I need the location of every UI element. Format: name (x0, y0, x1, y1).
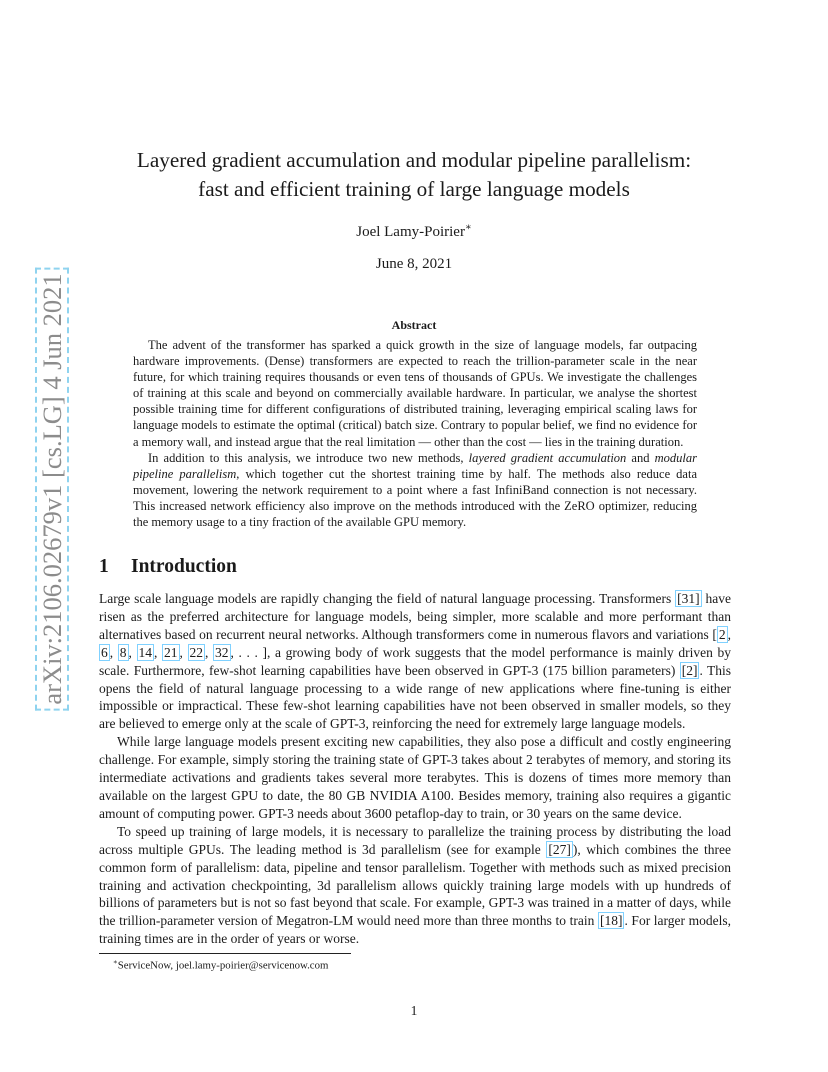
intro-paragraph-1 (99, 590, 731, 733)
citation-link[interactable]: 14 (138, 644, 152, 660)
body-text: ), which combines the three common form of parallelism: data, pipeline and tensor parallelism. Together with methods such as mixed precision training and activation checkpointing, 3d parallelism allows quickly training large models with up hundreds of billions of parameters but is not so fast beyond that scale. For example, GPT-3 was trained in a matter of days, while the trillion-parameter version of Megatron-LM would need more than three months to train (99, 841, 732, 929)
footnote-mark: ∗ (113, 958, 118, 966)
paper-title (0, 146, 828, 204)
page-number: 1 (410, 1003, 418, 1018)
body-text: To speed up training of large models, it is necessary to parallelize the training process by distributing the load across multiple GPUs. The leading method is 3d parallelism (see for example (99, 823, 731, 857)
introduction-body (99, 590, 731, 948)
footnote (113, 958, 328, 972)
intro-paragraph-2: While large language models present exciting new capabilities, they also pose a difficult and costly engineering challenge. For example, simply storing the training state of GPT-3 takes about 2 terabytes of memory, and storing its intermediate activations and gradients takes several more terabytes. This is dozens of times more memory than available on the largest GPU to date, the 80 GB NVIDIA A100. Besides memory, training also requires a gigantic amount of computing power. GPT-3 needs about 3600 petaflop-day to train, or 30 years on the same device. (99, 734, 731, 821)
citation-link[interactable]: [2] (681, 662, 698, 678)
citation-link[interactable]: 8 (119, 644, 127, 660)
body-text: . For larger models, training times are in the order of years or worse. (99, 913, 731, 947)
title-line-1: Layered gradient accumulation and modular pipeline parallelism: (136, 148, 692, 172)
author (0, 222, 828, 241)
abstract (133, 337, 697, 530)
citation-list: 2 , 6 , 8 , 14 , 21 , 22 , 32 (101, 626, 731, 660)
abstract-text: and (626, 450, 655, 465)
author-footnote-mark[interactable]: ∗ (464, 222, 472, 233)
body-text: . This opens the field of natural language processing to a wide range of new applications where fine-tuning is either impossible or impractical. These few-shot learning capabilities have not been observed in smaller models, so they are believed to emerge only at the scale of GPT-3, reinforcing the need for extremely large language models. (99, 662, 731, 732)
abstract-emphasis: layered gradient accumulation (468, 450, 627, 465)
footnote-rule (99, 953, 351, 954)
abstract-heading: Abstract (391, 318, 437, 332)
citation-link[interactable]: 6 (101, 644, 108, 660)
body-text: have risen as the preferred architecture for language models, being simpler, more scalable and more performant than alternatives based on recurrent neural networks. Although transformers come in numerous flavors and variations [ (99, 591, 731, 642)
abstract-text: , which together cut the shortest training time by half. The methods also reduce data movement, lowering the network requirement to a point where a fast InfiniBand connection is not necessary. This increased network efficiency also improve on the methods introduced with the ZeRO optimizer, reducing the memory usage to a tiny fraction of the available GPU memory. (133, 466, 697, 530)
citation-link[interactable]: [31] (677, 591, 700, 606)
title-line-2: fast and efficient training of large language models (198, 177, 630, 201)
arxiv-identifier-stamp[interactable]: arXiv:2106.02679v1 [cs.LG] 4 Jun 2021 (35, 267, 69, 710)
abstract-emphasis: modular pipeline parallelism (133, 450, 697, 481)
body-text: Large scale language models are rapidly changing the field of natural language processing. Transformers (99, 591, 676, 606)
body-text: , . . . ], a growing body of work suggests that the model performance is mainly driven by scale. Furthermore, few-shot learning capabilities have been observed in GPT-3 (175 billion parameters) (99, 644, 731, 678)
abstract-text: In addition to this analysis, we introduce two new methods, (148, 450, 469, 465)
section-number: 1 (99, 556, 109, 577)
footnote-text[interactable]: ServiceNow, joel.lamy-poirier@servicenow.com (117, 959, 329, 972)
intro-paragraph-3 (99, 823, 731, 948)
citation-link[interactable]: [18] (599, 913, 623, 929)
citation-link[interactable]: 22 (189, 644, 203, 660)
citation-link[interactable]: 32 (215, 644, 229, 660)
abstract-paragraph-1: The advent of the transformer has sparked a quick growth in the size of language models, far outpacing hardware improvements. (Dense) transformers are expected to reach the trillion-parameter scale in the near future, for which training requires thousands or even tens of thousands of GPUs. We investigate the challenges of training at this scale and beyond on commercially available hardware. In particular, we analyse the shortest possible training time for different configurations of distributed training, leveraging empirical scaling laws for language models to estimate the optimal (critical) batch size. Contrary to popular belief, we find no evidence for a memory wall, and instead argue that the real limitation — other than the cost — lies in the training duration. (133, 338, 697, 449)
abstract-paragraph-2 (133, 450, 697, 530)
citation-link[interactable]: 21 (164, 644, 178, 660)
citation-link[interactable]: 2 (718, 626, 726, 642)
paper-date: June 8, 2021 (375, 256, 453, 272)
section-heading (99, 556, 237, 578)
section-title: Introduction (131, 556, 237, 577)
citation-link[interactable]: [27] (548, 841, 571, 857)
author-name: Joel Lamy-Poirier (356, 224, 465, 240)
